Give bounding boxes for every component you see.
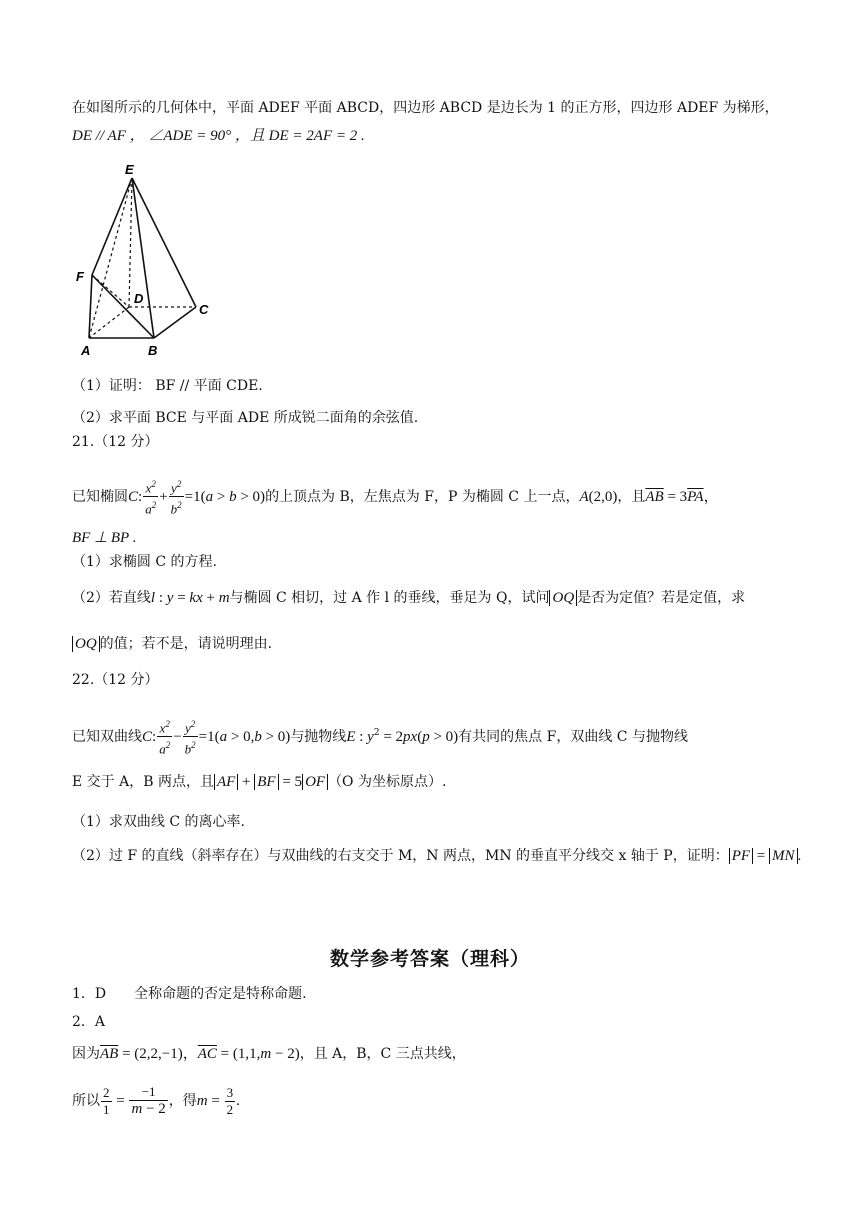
q20-part-1: （1）证明： BF // 平面 CDE. bbox=[72, 378, 263, 394]
answers-title: 数学参考答案（理科） bbox=[329, 948, 530, 970]
q21-part-2: （2）若直线l : y = kx + m与椭圆 C 相切，过 A 作 l 的垂线，垂足为 Q，试问 OQ 是否为定值？若是定值，求 bbox=[72, 590, 746, 606]
label-E: E bbox=[125, 162, 134, 177]
answer-2-line-2: 所以 $\frac{2}{1}$ = $\frac{-1}{m - 2}$ ，得m = $\frac{3}{2}$ . bbox=[72, 1084, 240, 1117]
q22-part-2: （2）过 F 的直线（斜率存在）与双曲线的右支交于 M，N 两点，MN 的垂直平分线交 x 轴于 P，证明： PF = MN . bbox=[72, 848, 802, 864]
answer-2: 2．A bbox=[72, 1014, 106, 1030]
label-C: C bbox=[199, 302, 209, 317]
label-F: F bbox=[76, 269, 84, 284]
q21-stem-cont: BF ⊥ BP . bbox=[72, 530, 137, 546]
label-A: A bbox=[81, 343, 91, 358]
q21-stem: 已知椭圆C: $\frac{x^2}{a^2}$ + $\frac{y^2}{b^2}$ =1(a > b > 0)的上顶点为 B，左焦点为 F，P 为椭圆 C 上一点，A(2,0)，且$\overline{AB} = 3\overline{PA}$， bbox=[72, 476, 719, 518]
q22-part-1: （1）求双曲线 C 的离心率. bbox=[72, 814, 245, 830]
answer-2-line-1: 因为$\overline{AB} = (2,2,-1)$，$\overline{AC} = (1,1,m - 2)$，且 A，B，C 三点共线， bbox=[72, 1046, 466, 1062]
intro-line-1: 在如图所示的几何体中，平面 ADEF 平面 ABCD，四边形 ABCD 是边长为 1 的正方形，四边形 ADEF 为梯形， bbox=[72, 100, 779, 116]
q22-stem: 已知双曲线C: $\frac{x^2}{a^2}$ − $\frac{y^2}{b^2}$ =1(a > 0,b > 0)与抛物线E : $y^2 = 2px(p > 0)$有共同的焦点 F，双曲线 C 与抛物线 bbox=[72, 716, 688, 758]
answer-1: 1．D 全称命题的否定是特称命题. bbox=[72, 986, 307, 1002]
intro-line-2: DE // AF ， ∠ADE = 90° ，且 DE = 2AF = 2 . bbox=[72, 128, 365, 144]
label-B: B bbox=[148, 343, 158, 358]
q21-part-1: （1）求椭圆 C 的方程. bbox=[72, 554, 217, 570]
q22-header: 22.（12 分） bbox=[72, 672, 159, 688]
q21-part-2-cont: OQ 的值；若不是，请说明理由. bbox=[72, 634, 272, 654]
label-D: D bbox=[134, 291, 144, 306]
q21-header: 21.（12 分） bbox=[72, 434, 159, 450]
q20-part-2: （2）求平面 BCE 与平面 ADE 所成锐二面角的余弦值. bbox=[72, 410, 419, 426]
q22-stem-cont: E 交于 A，B 两点，且 AF + BF = 5 OF （O 为坐标原点）. bbox=[72, 774, 447, 790]
geometry-figure bbox=[72, 160, 222, 360]
